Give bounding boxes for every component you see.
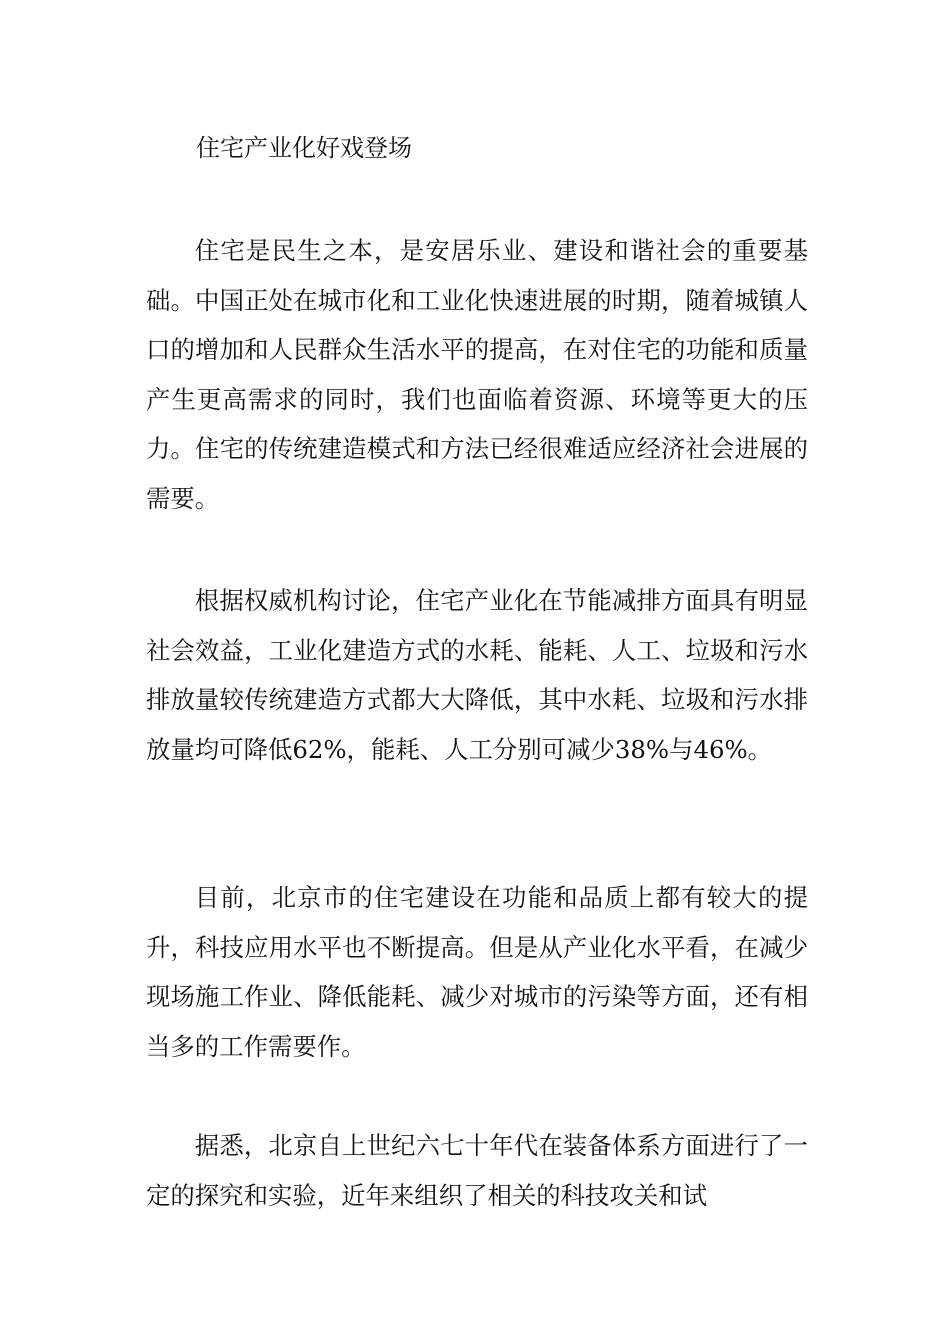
paragraph-1: 住宅是民生之本，是安居乐业、建设和谐社会的重要基础。中国正处在城市化和工业化快速进展的时期，随着城镇人口的增加和人民群众生活水平的提高，在对住宅的功能和质量产生更高需求的同时，我们也面临着资源、环境等更大的压力。住宅的传统建造模式和方法已经很难适应经济社会进展的需要。	[146, 236, 808, 513]
paragraph-3: 目前，北京市的住宅建设在功能和品质上都有较大的提升，科技应用水平也不断提高。但是从产业化水平看，在减少现场施工作业、降低能耗、减少对城市的污染等方面，还有相当多的工作需要作。	[146, 883, 808, 1061]
document-title: 住宅产业化好戏登场	[196, 134, 412, 162]
paragraph-2: 根据权威机构讨论，住宅产业化在节能减排方面具有明显社会效益，工业化建造方式的水耗、能耗、人工、垃圾和污水排放量较传统建造方式都大大降低，其中水耗、垃圾和污水排放量均可降低62%，能耗、人工分别可减少38%与46%。	[146, 586, 808, 764]
paragraph-4: 据悉，北京自上世纪六七十年代在装备体系方面进行了一定的探究和实验，近年来组织了相关的科技攻关和试	[146, 1131, 808, 1210]
